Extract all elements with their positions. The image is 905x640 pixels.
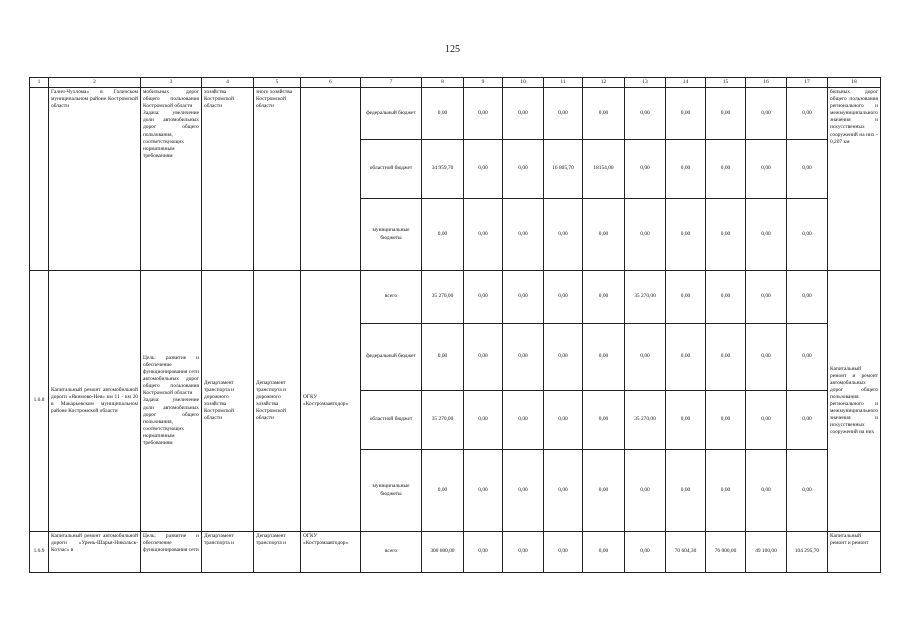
- amount-cell: 0,00: [787, 391, 828, 450]
- column-number: 18: [828, 78, 881, 88]
- activity-name: Капитальный ремонт автомобильной дороги «Урень-Шарья-Никольск-Котлас» в: [49, 532, 141, 573]
- amount-cell: 0,00: [503, 450, 544, 532]
- amount-cell: 0,00: [706, 140, 746, 199]
- amount-cell: 0,00: [464, 271, 503, 324]
- amount-cell: 0,00: [464, 391, 503, 450]
- amount-cell: 70 604,30: [666, 532, 706, 573]
- column-number: 17: [787, 78, 828, 88]
- amount-cell: 0,00: [503, 271, 544, 324]
- column-number: 15: [706, 78, 746, 88]
- amount-cell: 0,00: [503, 324, 544, 391]
- amount-cell: 0,00: [666, 140, 706, 199]
- state-customer: Департамент транспорта и: [254, 532, 301, 573]
- amount-cell: 0,00: [544, 532, 583, 573]
- column-number: 6: [301, 78, 361, 88]
- amount-cell: 0,00: [464, 140, 503, 199]
- amount-cell: 0,00: [583, 271, 625, 324]
- column-number: 9: [464, 78, 503, 88]
- expected-result: Капитальный ремонт и ремонт: [828, 532, 881, 573]
- column-number: 7: [361, 78, 422, 88]
- amount-cell: 0,00: [666, 391, 706, 450]
- amount-cell: 0,00: [787, 199, 828, 271]
- amount-cell: 35 270,00: [625, 271, 666, 324]
- responsible-executor: Департамент транспорта и: [202, 532, 254, 573]
- amount-cell: 0,00: [503, 88, 544, 140]
- expected-result: Капитальный ремонт и ремонт автомобильных дорог общего пользования регионального и межмуниципального значения и искусственных сооружений на них: [828, 271, 881, 532]
- amount-cell: 35 270,00: [625, 391, 666, 450]
- amount-cell: 0,00: [583, 88, 625, 140]
- amount-cell: 0,00: [503, 140, 544, 199]
- column-number: 3: [141, 78, 202, 88]
- goal-task: Цель: развитие и обеспечение функционирования сети автомобильных дорог общего пользования Костромской области Задача: увеличение доли автомобильных дорог общего пользования, соответствующих нормативным требованиям: [141, 271, 202, 532]
- amount-cell: 0,00: [583, 532, 625, 573]
- amount-cell: 0,00: [746, 271, 787, 324]
- program-activities-table: [29, 77, 881, 573]
- column-number: 4: [202, 78, 254, 88]
- column-number: 13: [625, 78, 666, 88]
- funding-source: муниципальные бюджеты: [361, 199, 422, 271]
- column-number: 11: [544, 78, 583, 88]
- amount-cell: 0,00: [544, 88, 583, 140]
- amount-cell: 0,00: [625, 532, 666, 573]
- column-number: 16: [746, 78, 787, 88]
- amount-cell: 0,00: [503, 199, 544, 271]
- activity-name: Капитальный ремонт автомобильной дороги «Якимово-Нея» км 11 - км 20 в Макарьевском муниципальном районе Костромской области: [49, 271, 141, 532]
- column-number: 2: [49, 78, 141, 88]
- amount-cell: 0,00: [787, 271, 828, 324]
- executor: ОГКУ «Костромаавтодор»: [301, 532, 361, 573]
- funding-source: областной бюджет: [361, 391, 422, 450]
- amount-cell: 76 000,00: [706, 532, 746, 573]
- amount-cell: 0,00: [706, 450, 746, 532]
- activity-name: Галич-Чухлома» в Галичском муниципальном районе Костромской области: [49, 88, 141, 271]
- amount-cell: 35 270,00: [422, 271, 464, 324]
- item-number: 1.6.8: [30, 271, 49, 532]
- amount-cell: 0,00: [787, 140, 828, 199]
- executor: ОГКУ «Костромаавтодор»: [301, 271, 361, 532]
- expected-result: бильных дорог общего пользования регионального и межмуниципального значения и искусственных сооружений на них - 0,207 км: [828, 88, 881, 271]
- amount-cell: 0,00: [746, 450, 787, 532]
- amount-cell: 0,00: [787, 324, 828, 391]
- responsible-executor: Департамент транспорта и дорожного хозяйства Костромской области: [202, 271, 254, 532]
- amount-cell: 0,00: [706, 88, 746, 140]
- amount-cell: 34 959,70: [422, 140, 464, 199]
- amount-cell: 0,00: [746, 324, 787, 391]
- amount-cell: 0,00: [544, 271, 583, 324]
- amount-cell: 0,00: [625, 324, 666, 391]
- item-number: 1.6.9: [30, 532, 49, 573]
- amount-cell: 0,00: [706, 271, 746, 324]
- column-number: 10: [503, 78, 544, 88]
- amount-cell: 0,00: [422, 324, 464, 391]
- funding-source: всего: [361, 271, 422, 324]
- table-row: [30, 271, 881, 324]
- amount-cell: 0,00: [422, 88, 464, 140]
- amount-cell: 0,00: [544, 324, 583, 391]
- amount-cell: 35 270,00: [422, 391, 464, 450]
- amount-cell: 18154,00: [583, 140, 625, 199]
- funding-source: федеральный бюджет: [361, 88, 422, 140]
- funding-source: федеральный бюджет: [361, 324, 422, 391]
- amount-cell: 16 805,70: [544, 140, 583, 199]
- amount-cell: 0,00: [503, 532, 544, 573]
- amount-cell: 49 100,00: [746, 532, 787, 573]
- state-customer: Департамент транспорта и дорожного хозяйства Костромской области: [254, 271, 301, 532]
- amount-cell: 0,00: [625, 199, 666, 271]
- goal-task: мобильных дорог общего пользования Костромской области Задача: увеличение доли автомобильных дорог общего пользования, соответствующих нормативным требованиям: [141, 88, 202, 271]
- amount-cell: 0,00: [625, 450, 666, 532]
- executor: [301, 88, 361, 271]
- amount-cell: 0,00: [666, 271, 706, 324]
- page-number: 125: [445, 44, 460, 55]
- amount-cell: 300 000,00: [422, 532, 464, 573]
- amount-cell: 0,00: [746, 88, 787, 140]
- column-number: 14: [666, 78, 706, 88]
- amount-cell: 0,00: [746, 199, 787, 271]
- amount-cell: 0,00: [583, 391, 625, 450]
- amount-cell: 104 295,70: [787, 532, 828, 573]
- amount-cell: 0,00: [464, 324, 503, 391]
- amount-cell: 0,00: [666, 324, 706, 391]
- amount-cell: 0,00: [746, 140, 787, 199]
- amount-cell: 0,00: [706, 324, 746, 391]
- funding-source: областной бюджет: [361, 140, 422, 199]
- column-number: 8: [422, 78, 464, 88]
- amount-cell: 0,00: [787, 88, 828, 140]
- funding-source: муниципальные бюджеты: [361, 450, 422, 532]
- amount-cell: 0,00: [625, 140, 666, 199]
- amount-cell: 0,00: [544, 199, 583, 271]
- amount-cell: 0,00: [464, 199, 503, 271]
- responsible-executor: хозяйства Костромской области: [202, 88, 254, 271]
- amount-cell: 0,00: [464, 450, 503, 532]
- table-row: [30, 532, 881, 573]
- amount-cell: 0,00: [787, 450, 828, 532]
- amount-cell: 0,00: [666, 199, 706, 271]
- amount-cell: 0,00: [625, 88, 666, 140]
- amount-cell: 0,00: [544, 391, 583, 450]
- amount-cell: 0,00: [503, 391, 544, 450]
- amount-cell: 0,00: [422, 199, 464, 271]
- amount-cell: 0,00: [583, 324, 625, 391]
- column-number: 12: [583, 78, 625, 88]
- amount-cell: 0,00: [583, 450, 625, 532]
- state-customer: зного хозяйства Костромской области: [254, 88, 301, 271]
- column-number: 5: [254, 78, 301, 88]
- amount-cell: 0,00: [666, 450, 706, 532]
- amount-cell: 0,00: [544, 450, 583, 532]
- item-number: [30, 88, 49, 271]
- column-number-row: [30, 78, 881, 88]
- amount-cell: 0,00: [706, 199, 746, 271]
- amount-cell: 0,00: [422, 450, 464, 532]
- column-number: 1: [30, 78, 49, 88]
- amount-cell: 0,00: [746, 391, 787, 450]
- funding-source: всего: [361, 532, 422, 573]
- table-row: [30, 88, 881, 140]
- amount-cell: 0,00: [464, 532, 503, 573]
- goal-task: Цель: развитие и обеспечение функционирования сети: [141, 532, 202, 573]
- amount-cell: 0,00: [706, 391, 746, 450]
- amount-cell: 0,00: [583, 199, 625, 271]
- amount-cell: 0,00: [464, 88, 503, 140]
- amount-cell: 0,00: [666, 88, 706, 140]
